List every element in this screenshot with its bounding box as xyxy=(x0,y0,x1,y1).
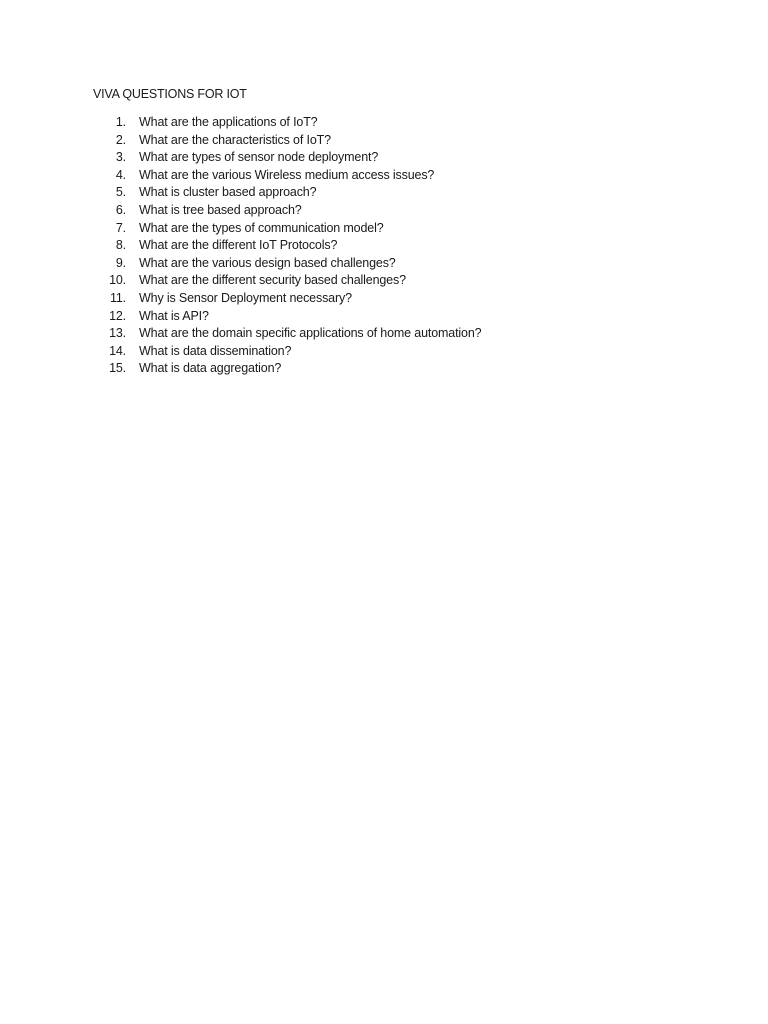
question-number: 2. xyxy=(115,132,126,147)
question-text: What are the different IoT Protocols? xyxy=(139,238,338,253)
question-item-2 xyxy=(93,132,481,150)
question-number: 4. xyxy=(115,167,126,182)
question-item-4 xyxy=(93,167,481,185)
question-number: 5. xyxy=(115,185,126,200)
question-item-15 xyxy=(93,360,481,378)
question-number: 8. xyxy=(115,238,126,253)
question-text: What is data dissemination? xyxy=(139,343,292,358)
question-text: What are the applications of IoT? xyxy=(139,115,318,129)
question-text: What is data aggregation? xyxy=(139,361,282,376)
question-text: What is tree based approach? xyxy=(139,202,302,217)
question-number: 13. xyxy=(109,326,126,341)
question-item-7 xyxy=(93,220,481,238)
question-item-1 xyxy=(93,114,481,132)
question-number: 6. xyxy=(115,202,126,217)
question-item-9 xyxy=(93,255,481,273)
question-number: 14. xyxy=(109,343,126,358)
question-number: 12. xyxy=(109,308,126,323)
question-number: 15. xyxy=(109,361,126,376)
question-text: What are the types of communication model? xyxy=(139,220,384,235)
question-text: What are the various design based challenges? xyxy=(139,255,396,270)
question-text: What is API? xyxy=(139,308,209,323)
question-list xyxy=(93,114,481,378)
question-number: 11. xyxy=(110,290,126,305)
question-number: 3. xyxy=(115,150,126,165)
question-item-14 xyxy=(93,343,481,361)
question-item-13 xyxy=(93,325,481,343)
question-item-6 xyxy=(93,202,481,220)
question-item-3 xyxy=(93,149,481,167)
question-text: What are the different security based challenges? xyxy=(139,273,406,288)
document-title: VIVA QUESTIONS FOR IOT xyxy=(93,87,247,101)
question-item-5 xyxy=(93,184,481,202)
question-item-8 xyxy=(93,237,481,255)
question-text: Why is Sensor Deployment necessary? xyxy=(139,290,352,305)
question-item-11 xyxy=(93,290,481,308)
question-number: 1. xyxy=(115,115,126,129)
question-text: What are the domain specific applications of home automation? xyxy=(139,326,482,341)
question-text: What is cluster based approach? xyxy=(139,185,317,200)
question-number: 9. xyxy=(115,255,126,270)
question-item-10 xyxy=(93,272,481,290)
question-text: What are the characteristics of IoT? xyxy=(139,132,331,147)
question-item-12 xyxy=(93,308,481,326)
question-text: What are the various Wireless medium access issues? xyxy=(139,167,435,182)
question-text: What are types of sensor node deployment? xyxy=(139,150,379,165)
question-number: 7. xyxy=(115,220,126,235)
question-number: 10. xyxy=(109,273,126,288)
